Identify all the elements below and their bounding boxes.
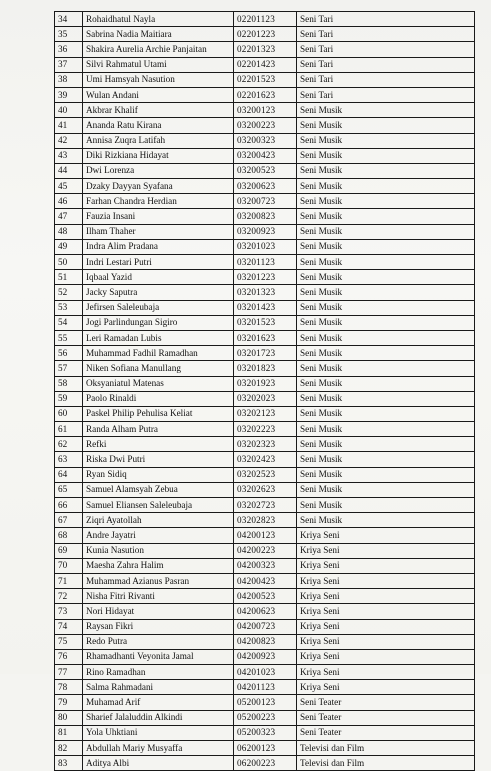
student-id-cell: 02201623	[234, 87, 297, 102]
row-number-cell: 69	[55, 543, 83, 558]
student-name-cell: Annisa Zuqra Latifah	[83, 133, 234, 148]
student-name-cell: Indra Alim Pradana	[83, 239, 234, 254]
row-number-cell: 44	[55, 163, 83, 178]
student-name-cell: Sharief Jalaluddin Alkindi	[83, 710, 234, 725]
student-id-cell: 03201223	[234, 270, 297, 285]
program-cell: Seni Tari	[297, 57, 475, 72]
table-row	[55, 558, 475, 573]
table-row	[55, 376, 475, 391]
program-cell: Seni Musik	[297, 315, 475, 330]
program-cell: Seni Musik	[297, 391, 475, 406]
program-cell: Seni Musik	[297, 163, 475, 178]
program-cell: Kriya Seni	[297, 665, 475, 680]
program-cell: Kriya Seni	[297, 528, 475, 543]
table-row	[55, 163, 475, 178]
row-number-cell: 55	[55, 330, 83, 345]
program-cell: Seni Musik	[297, 209, 475, 224]
row-number-cell: 46	[55, 194, 83, 209]
table-row	[55, 239, 475, 254]
row-number-cell: 35	[55, 27, 83, 42]
program-cell: Seni Teater	[297, 725, 475, 740]
row-number-cell: 76	[55, 649, 83, 664]
program-cell: Seni Musik	[297, 513, 475, 528]
program-cell: Seni Musik	[297, 179, 475, 194]
program-cell: Televisi dan Film	[297, 741, 475, 756]
program-cell: Kriya Seni	[297, 573, 475, 588]
student-name-cell: Andre Jayatri	[83, 528, 234, 543]
student-id-cell: 05200123	[234, 695, 297, 710]
row-number-cell: 68	[55, 528, 83, 543]
program-cell: Seni Teater	[297, 695, 475, 710]
student-name-cell: Dwi Lorenza	[83, 163, 234, 178]
table-row	[55, 467, 475, 482]
student-name-cell: Oksyaniatul Matenas	[83, 376, 234, 391]
student-name-cell: Rohaidhatul Nayla	[83, 12, 234, 27]
student-name-cell: Ryan Sidiq	[83, 467, 234, 482]
student-id-cell: 03201423	[234, 300, 297, 315]
program-cell: Seni Musik	[297, 285, 475, 300]
student-id-cell: 04200723	[234, 619, 297, 634]
table-row	[55, 255, 475, 270]
row-number-cell: 41	[55, 118, 83, 133]
student-id-cell: 02201523	[234, 72, 297, 87]
table-row	[55, 315, 475, 330]
student-id-cell: 03200623	[234, 179, 297, 194]
student-id-cell: 04201123	[234, 680, 297, 695]
row-number-cell: 70	[55, 558, 83, 573]
student-id-cell: 04201023	[234, 665, 297, 680]
table-row	[55, 741, 475, 756]
student-name-cell: Raysan Fikri	[83, 619, 234, 634]
program-cell: Seni Musik	[297, 300, 475, 315]
table-row	[55, 695, 475, 710]
table-row	[55, 300, 475, 315]
student-name-cell: Jacky Saputra	[83, 285, 234, 300]
table-row	[55, 589, 475, 604]
student-name-cell: Maesha Zahra Halim	[83, 558, 234, 573]
table-row	[55, 330, 475, 345]
row-number-cell: 73	[55, 604, 83, 619]
student-name-cell: Nisha Fitri Rivanti	[83, 589, 234, 604]
program-cell: Seni Musik	[297, 239, 475, 254]
student-id-cell: 03200523	[234, 163, 297, 178]
program-cell: Kriya Seni	[297, 680, 475, 695]
program-cell: Kriya Seni	[297, 619, 475, 634]
table-row	[55, 72, 475, 87]
student-name-cell: Rhamadhanti Veyonita Jamal	[83, 649, 234, 664]
row-number-cell: 36	[55, 42, 83, 57]
student-id-cell: 03201623	[234, 330, 297, 345]
program-cell: Seni Musik	[297, 376, 475, 391]
student-id-cell: 04200423	[234, 573, 297, 588]
student-id-cell: 03202723	[234, 498, 297, 513]
student-id-cell: 06200223	[234, 756, 297, 771]
student-name-cell: Yola Uhktiani	[83, 725, 234, 740]
student-name-cell: Iqbaal Yazid	[83, 270, 234, 285]
row-number-cell: 34	[55, 12, 83, 27]
row-number-cell: 60	[55, 406, 83, 421]
student-id-cell: 02201123	[234, 12, 297, 27]
student-name-cell: Fauzia Insani	[83, 209, 234, 224]
table-row	[55, 725, 475, 740]
table-row	[55, 649, 475, 664]
row-number-cell: 43	[55, 148, 83, 163]
program-cell: Kriya Seni	[297, 543, 475, 558]
student-id-cell: 04200623	[234, 604, 297, 619]
row-number-cell: 45	[55, 179, 83, 194]
program-cell: Seni Tari	[297, 87, 475, 102]
student-name-cell: Paolo Rinaldi	[83, 391, 234, 406]
table-row	[55, 87, 475, 102]
roster-body	[55, 12, 475, 771]
student-name-cell: Muhammad Azianus Pasran	[83, 573, 234, 588]
table-row	[55, 103, 475, 118]
table-row	[55, 680, 475, 695]
table-row	[55, 27, 475, 42]
row-number-cell: 51	[55, 270, 83, 285]
table-row	[55, 513, 475, 528]
program-cell: Seni Musik	[297, 330, 475, 345]
program-cell: Seni Tari	[297, 42, 475, 57]
program-cell: Kriya Seni	[297, 634, 475, 649]
student-name-cell: Randa Alham Putra	[83, 422, 234, 437]
student-id-cell: 03201323	[234, 285, 297, 300]
row-number-cell: 58	[55, 376, 83, 391]
row-number-cell: 56	[55, 346, 83, 361]
student-name-cell: Ilham Thaher	[83, 224, 234, 239]
student-id-cell: 03201523	[234, 315, 297, 330]
table-row	[55, 619, 475, 634]
table-row	[55, 422, 475, 437]
student-id-cell: 03200823	[234, 209, 297, 224]
row-number-cell: 75	[55, 634, 83, 649]
row-number-cell: 61	[55, 422, 83, 437]
student-name-cell: Kunia Nasution	[83, 543, 234, 558]
student-name-cell: Refki	[83, 437, 234, 452]
student-id-cell: 03201923	[234, 376, 297, 391]
table-row	[55, 133, 475, 148]
program-cell: Seni Teater	[297, 710, 475, 725]
program-cell: Seni Musik	[297, 133, 475, 148]
table-row	[55, 756, 475, 771]
student-name-cell: Jogi Parlindungan Sigiro	[83, 315, 234, 330]
row-number-cell: 65	[55, 482, 83, 497]
row-number-cell: 66	[55, 498, 83, 513]
student-id-cell: 03202323	[234, 437, 297, 452]
student-name-cell: Ananda Ratu Kirana	[83, 118, 234, 133]
student-name-cell: Samuel Alamsyah Zebua	[83, 482, 234, 497]
student-id-cell: 05200323	[234, 725, 297, 740]
student-id-cell: 04200923	[234, 649, 297, 664]
program-cell: Kriya Seni	[297, 604, 475, 619]
program-cell: Seni Musik	[297, 467, 475, 482]
student-id-cell: 03202623	[234, 482, 297, 497]
student-id-cell: 02201223	[234, 27, 297, 42]
program-cell: Televisi dan Film	[297, 756, 475, 771]
student-id-cell: 04200323	[234, 558, 297, 573]
table-row	[55, 285, 475, 300]
student-id-cell: 03202523	[234, 467, 297, 482]
table-row	[55, 634, 475, 649]
student-name-cell: Riska Dwi Putri	[83, 452, 234, 467]
program-cell: Seni Tari	[297, 12, 475, 27]
student-name-cell: Muhamad Arif	[83, 695, 234, 710]
row-number-cell: 82	[55, 741, 83, 756]
table-row	[55, 437, 475, 452]
program-cell: Seni Musik	[297, 255, 475, 270]
table-row	[55, 42, 475, 57]
student-id-cell: 03200123	[234, 103, 297, 118]
student-id-cell: 03200923	[234, 224, 297, 239]
table-row	[55, 270, 475, 285]
program-cell: Seni Musik	[297, 118, 475, 133]
row-number-cell: 47	[55, 209, 83, 224]
row-number-cell: 71	[55, 573, 83, 588]
row-number-cell: 57	[55, 361, 83, 376]
table-row	[55, 665, 475, 680]
table-row	[55, 224, 475, 239]
student-name-cell: Farhan Chandra Herdian	[83, 194, 234, 209]
program-cell: Seni Musik	[297, 361, 475, 376]
student-id-cell: 03202223	[234, 422, 297, 437]
student-id-cell: 03200323	[234, 133, 297, 148]
table-row	[55, 710, 475, 725]
table-row	[55, 543, 475, 558]
table-row	[55, 148, 475, 163]
student-id-cell: 04200223	[234, 543, 297, 558]
table-row	[55, 498, 475, 513]
row-number-cell: 37	[55, 57, 83, 72]
table-row	[55, 361, 475, 376]
row-number-cell: 80	[55, 710, 83, 725]
student-id-cell: 04200523	[234, 589, 297, 604]
student-name-cell: Muhammad Fadhil Ramadhan	[83, 346, 234, 361]
student-name-cell: Leri Ramadan Lubis	[83, 330, 234, 345]
row-number-cell: 62	[55, 437, 83, 452]
row-number-cell: 38	[55, 72, 83, 87]
table-row	[55, 528, 475, 543]
row-number-cell: 39	[55, 87, 83, 102]
student-id-cell: 06200123	[234, 741, 297, 756]
table-row	[55, 346, 475, 361]
table-row	[55, 406, 475, 421]
student-id-cell: 02201323	[234, 42, 297, 57]
row-number-cell: 54	[55, 315, 83, 330]
student-id-cell: 03201023	[234, 239, 297, 254]
student-id-cell: 03200223	[234, 118, 297, 133]
program-cell: Seni Tari	[297, 27, 475, 42]
row-number-cell: 42	[55, 133, 83, 148]
row-number-cell: 72	[55, 589, 83, 604]
student-id-cell: 03200423	[234, 148, 297, 163]
program-cell: Seni Musik	[297, 270, 475, 285]
program-cell: Seni Musik	[297, 103, 475, 118]
program-cell: Seni Musik	[297, 194, 475, 209]
student-id-cell: 05200223	[234, 710, 297, 725]
student-id-cell: 03202423	[234, 452, 297, 467]
student-name-cell: Shakira Aurelia Archie Panjaitan	[83, 42, 234, 57]
table-row	[55, 573, 475, 588]
student-id-cell: 03201123	[234, 255, 297, 270]
row-number-cell: 53	[55, 300, 83, 315]
student-name-cell: Umi Hamsyah Nasution	[83, 72, 234, 87]
row-number-cell: 64	[55, 467, 83, 482]
table-row	[55, 604, 475, 619]
program-cell: Kriya Seni	[297, 589, 475, 604]
student-name-cell: Akbrar Khalif	[83, 103, 234, 118]
student-id-cell: 03202823	[234, 513, 297, 528]
row-number-cell: 48	[55, 224, 83, 239]
student-name-cell: Wulan Andani	[83, 87, 234, 102]
row-number-cell: 79	[55, 695, 83, 710]
student-name-cell: Ziqri Ayatollah	[83, 513, 234, 528]
student-name-cell: Niken Sofiana Manullang	[83, 361, 234, 376]
student-name-cell: Redo Putra	[83, 634, 234, 649]
program-cell: Seni Musik	[297, 406, 475, 421]
student-name-cell: Sabrina Nadia Maitiara	[83, 27, 234, 42]
row-number-cell: 40	[55, 103, 83, 118]
table-row	[55, 452, 475, 467]
student-name-cell: Paskel Philip Pehulisa Keliat	[83, 406, 234, 421]
student-name-cell: Silvi Rahmatul Utami	[83, 57, 234, 72]
table-row	[55, 482, 475, 497]
student-id-cell: 02201423	[234, 57, 297, 72]
program-cell: Seni Musik	[297, 346, 475, 361]
student-name-cell: Abdullah Mariy Musyaffa	[83, 741, 234, 756]
program-cell: Seni Musik	[297, 498, 475, 513]
table-row	[55, 194, 475, 209]
student-name-cell: Nori Hidayat	[83, 604, 234, 619]
student-id-cell: 04200823	[234, 634, 297, 649]
row-number-cell: 74	[55, 619, 83, 634]
row-number-cell: 67	[55, 513, 83, 528]
program-cell: Seni Musik	[297, 148, 475, 163]
row-number-cell: 49	[55, 239, 83, 254]
student-id-cell: 03201823	[234, 361, 297, 376]
row-number-cell: 50	[55, 255, 83, 270]
table-row	[55, 391, 475, 406]
student-id-cell: 03202123	[234, 406, 297, 421]
program-cell: Kriya Seni	[297, 649, 475, 664]
student-id-cell: 03200723	[234, 194, 297, 209]
student-name-cell: Aditya Albi	[83, 756, 234, 771]
program-cell: Seni Tari	[297, 72, 475, 87]
program-cell: Seni Musik	[297, 482, 475, 497]
program-cell: Seni Musik	[297, 224, 475, 239]
student-id-cell: 04200123	[234, 528, 297, 543]
program-cell: Kriya Seni	[297, 558, 475, 573]
program-cell: Seni Musik	[297, 437, 475, 452]
row-number-cell: 63	[55, 452, 83, 467]
student-name-cell: Samuel Eliansen Saleleubaja	[83, 498, 234, 513]
row-number-cell: 77	[55, 665, 83, 680]
row-number-cell: 59	[55, 391, 83, 406]
student-id-cell: 03201723	[234, 346, 297, 361]
student-id-cell: 03202023	[234, 391, 297, 406]
row-number-cell: 78	[55, 680, 83, 695]
student-name-cell: Salma Rahmadani	[83, 680, 234, 695]
student-name-cell: Diki Rizkiana Hidayat	[83, 148, 234, 163]
row-number-cell: 81	[55, 725, 83, 740]
table-row	[55, 118, 475, 133]
student-name-cell: Dzaky Dayyan Syafana	[83, 179, 234, 194]
table-row	[55, 209, 475, 224]
program-cell: Seni Musik	[297, 422, 475, 437]
student-name-cell: Indri Lestari Putri	[83, 255, 234, 270]
table-row	[55, 12, 475, 27]
table-row	[55, 57, 475, 72]
student-roster-table	[54, 11, 475, 771]
student-name-cell: Rino Ramadhan	[83, 665, 234, 680]
row-number-cell: 83	[55, 756, 83, 771]
program-cell: Seni Musik	[297, 452, 475, 467]
student-name-cell: Jefirsen Saleleubaja	[83, 300, 234, 315]
row-number-cell: 52	[55, 285, 83, 300]
table-row	[55, 179, 475, 194]
